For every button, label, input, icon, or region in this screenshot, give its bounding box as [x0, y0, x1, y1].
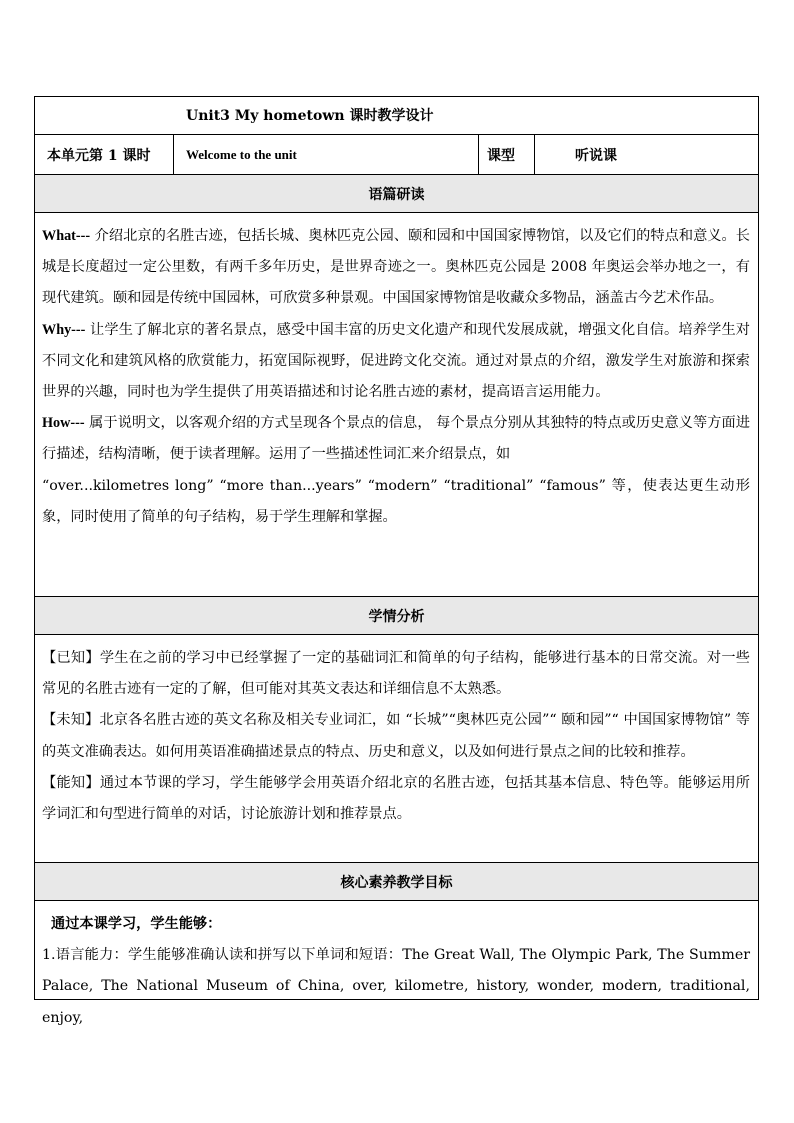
learner-analysis-body	[35, 635, 758, 863]
section-heading-text-study	[35, 175, 758, 213]
lesson-label: 本单元第 1 课时	[47, 147, 151, 164]
why-paragraph	[42, 315, 750, 409]
what-tag: What---	[42, 228, 91, 244]
text-study-heading: 语篇研读	[368, 186, 425, 203]
why-text: 让学生了解北京的著名景点，感受中国丰富的历史文化遗产和现代发展成就，增强文化自信。培养学生对不同文化和建筑风格的欣赏能力，拓宽国际视野，促进跨文化交流。通过对景点的介绍，激发学生对旅游和探索世界的兴趣，同时也为学生提供了用英语描述和讨论名胜古迹的素材，提高语言运用能力。	[42, 321, 750, 401]
page-title: Unit3 My hometown 课时教学设计	[186, 108, 434, 124]
what-text: 介绍北京的名胜古迹，包括长城、奥林匹克公园、颐和园和中国国家博物馆，以及它们的特点和意义。长城是长度超过一定公里数，有两千多年历史，是世界奇迹之一。奥林匹克公园是 2008 年奥运会举办地之一，有现代建筑。颐和园是传统中国园林，可欣赏多种景观。中国国家博物馆是收藏众多物品，涵盖古今艺术作品。	[42, 228, 750, 307]
how-text-1: 属于说明文，以客观介绍的方式呈现各个景点的信息， 每个景点分别从其独特的特点或历史意义等方面进行描述，结构清晰，便于读者理解。运用了一些描述性词汇来介绍景点，如	[42, 415, 750, 463]
type-value: 听说课	[575, 147, 617, 164]
lesson-plan-table	[34, 96, 759, 1026]
what-paragraph	[42, 221, 750, 315]
goals-heading: 核心素养教学目标	[340, 874, 453, 891]
type-label: 课型	[487, 147, 515, 164]
unknown-paragraph: 【未知】北京各名胜古迹的英文名称及相关专业词汇，如 “长城”“奥林匹克公园”“ 颐和园”“ 中国国家博物馆” 等的英文准确表达。如何用英语准确描述景点的特点、历史和意义，以及如何进行景点之间的比较和推荐。	[42, 712, 750, 760]
why-tag: Why---	[42, 321, 86, 338]
how-paragraph-2	[42, 471, 750, 533]
lesson-name: Welcome to the unit	[186, 146, 297, 162]
known-paragraph: 【已知】学生在之前的学习中已经掌握了一定的基础词汇和简单的句子结构，能够进行基本的日常交流。对一些常见的名胜古迹有一定的了解，但可能对其英文表达和详细信息不太熟悉。	[42, 650, 750, 698]
goal-item-1: 1.语言能力：学生能够准确认读和拼写以下单词和短语：The Great Wall, The Olympic Park, The Summer Palace, The National Museum of China, over, kilometre, history, wonder, modern, traditional, enjoy,	[42, 947, 750, 1026]
info-row	[35, 135, 758, 175]
title-row	[35, 97, 758, 135]
how-text-2: “over...kilometres long” “more than...years” “modern” “traditional” “famous” 等，使表达更生动形象，同时使用了简单的句子结构，易于学生理解和掌握。	[42, 477, 750, 525]
text-study-body	[35, 213, 758, 597]
learner-analysis-heading: 学情分析	[368, 608, 425, 625]
how-tag: How---	[42, 415, 85, 432]
goals-intro: 通过本课学习，学生能够：	[51, 916, 222, 932]
section-heading-learner-analysis	[35, 597, 758, 635]
goals-body	[35, 901, 758, 1026]
how-paragraph	[42, 408, 750, 470]
section-heading-goals	[35, 863, 758, 901]
can-know-paragraph: 【能知】通过本节课的学习，学生能够学会用英语介绍北京的名胜古迹，包括其基本信息、特色等。能够运用所学词汇和句型进行简单的对话，讨论旅游计划和推荐景点。	[42, 774, 750, 823]
